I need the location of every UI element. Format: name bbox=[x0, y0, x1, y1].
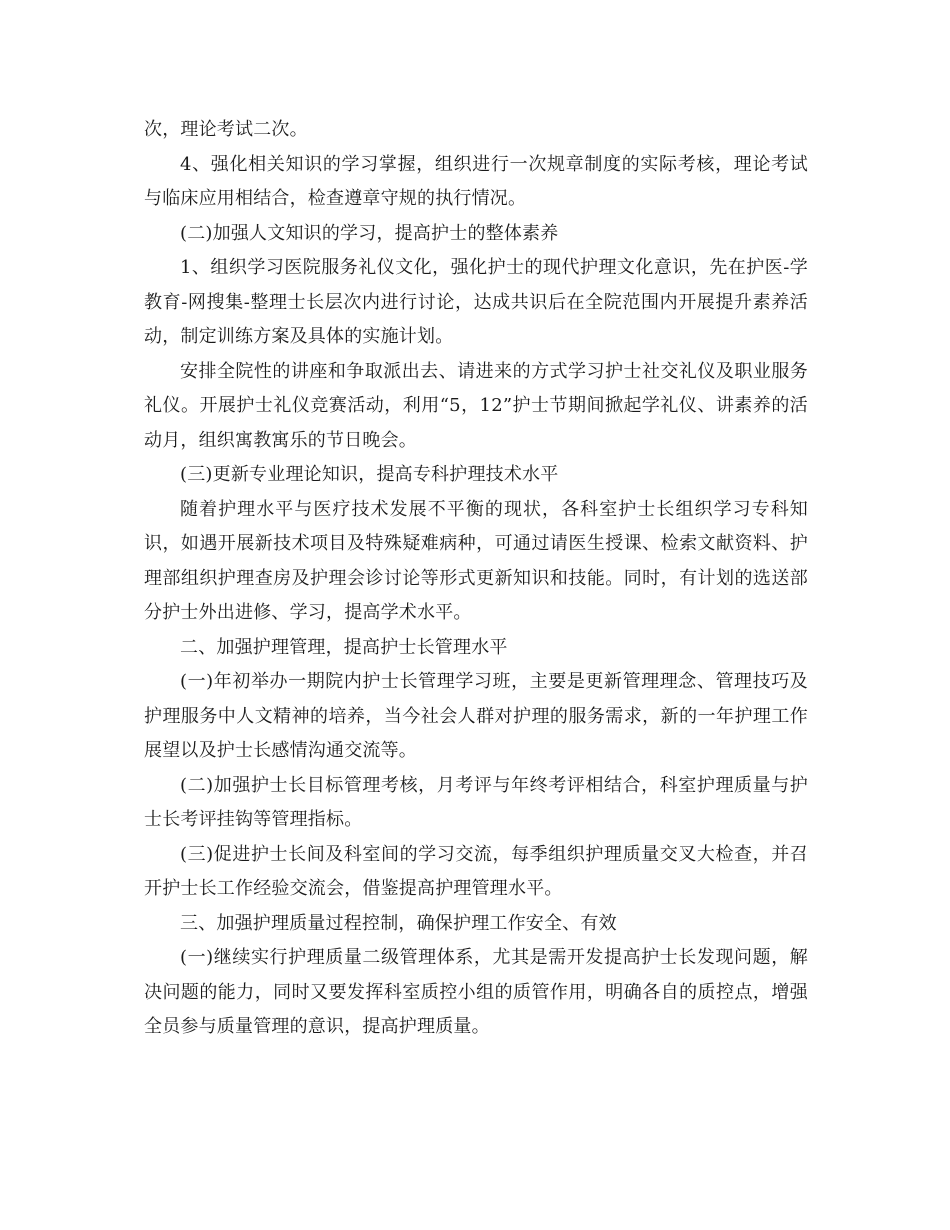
paragraph-target-assessment: (二)加强护士长目标管理考核，月考评与年终考评相结合，科室护理质量与护士长考评挂钩等管理指标。 bbox=[144, 774, 808, 830]
section-heading-humanities: (二)加强人文知识的学习，提高护士的整体素养 bbox=[180, 222, 559, 244]
paragraph-specialty-training: 随着护理水平与医疗技术发展不平衡的现状，各科室护士长组织学习专科知识，如遇开展新技术项目及特殊疑难病种，可通过请医生授课、检索文献资料、护理部组织护理查房及护理会诊讨论等形式更新知识和技能。同时，有计划的选送部分护士外出进修、学习，提高学术水平。 bbox=[144, 498, 808, 623]
section-heading-quality-control: 三、加强护理质量过程控制，确保护理工作安全、有效 bbox=[180, 912, 617, 934]
paragraph-quality-system: (一)继续实行护理质量二级管理体系，尤其是需开发提高护士长发现问题，解决问题的能力，同时又要发挥科室质控小组的质管作用，明确各自的质控点，增强全员参与质量管理的意识，提高护理质量。 bbox=[144, 947, 808, 1037]
paragraph-etiquette-activities: 安排全院性的讲座和争取派出去、请进来的方式学习护士社交礼仪及职业服务礼仪。开展护士礼仪竞赛活动，利用“5，12”护士节期间掀起学礼仪、讲素养的活动月，组织寓教寓乐的节日晚会。 bbox=[144, 360, 808, 451]
paragraph-etiquette-culture: 1、组织学习医院服务礼仪文化，强化护士的现代护理文化意识，先在护医-学教育-网搜集-整理士长层次内进行讨论，达成共识后在全院范围内开展提升素养活动，制定训练方案及具体的实施计划。 bbox=[144, 257, 808, 347]
paragraph-management-class: (一)年初举办一期院内护士长管理学习班，主要是更新管理理念、管理技巧及护理服务中人文精神的培养，当今社会人群对护理的服务需求，新的一年护理工作展望以及护士长感情沟通交流等。 bbox=[144, 671, 808, 761]
paragraph-exchange: (三)促进护士长间及科室间的学习交流，每季组织护理质量交叉大检查，并召开护士长工作经验交流会，借鉴提高护理管理水平。 bbox=[144, 843, 808, 899]
document-body bbox=[144, 113, 808, 1045]
paragraph-continuation: 次，理论考试二次。 bbox=[144, 119, 308, 140]
section-heading-management: 二、加强护理管理，提高护士长管理水平 bbox=[180, 636, 508, 658]
section-heading-professional-knowledge: (三)更新专业理论知识，提高专科护理技术水平 bbox=[180, 464, 559, 485]
paragraph-item-4: 4、强化相关知识的学习掌握，组织进行一次规章制度的实际考核，理论考试与临床应用相结合，检查遵章守规的执行情况。 bbox=[144, 153, 808, 209]
